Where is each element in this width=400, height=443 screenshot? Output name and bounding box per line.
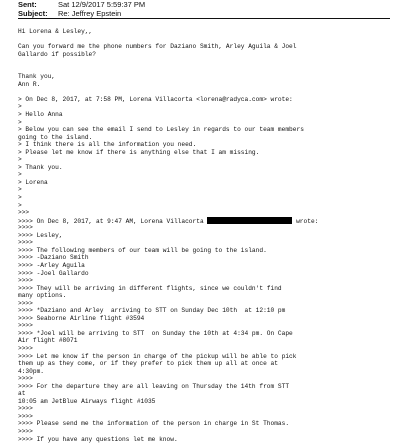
email-line: Air flight #8071 — [18, 337, 78, 345]
email-body — [18, 28, 390, 443]
email-line: > Hello Anna — [18, 111, 63, 119]
redaction-box — [207, 217, 292, 224]
email-line: > Below you can see the email I send to Lesley in regards to our team members — [18, 126, 304, 134]
email-line-text: wrote: — [292, 217, 319, 225]
email-line — [18, 58, 390, 66]
email-line: >>>> Let me know if the person in charge of the pickup will be able to pick — [18, 352, 297, 360]
email-line: >>>> — [18, 322, 33, 330]
email-line: >>>> -Arley Aguila — [18, 261, 85, 269]
sent-value: Sat 12/9/2017 5:59:37 PM — [58, 0, 146, 9]
email-line: > I think there is all the information you need. — [18, 141, 197, 149]
email-line: >>>> *Daziano and Arley arriving to STT on Sunday Dec 10th at 12:10 pm — [18, 307, 286, 315]
email-line: >>>> For the departure they are all leaving on Thursday the 14th from STT — [18, 382, 290, 390]
header-divider — [18, 18, 390, 19]
subject-value: Re: Jeffrey Epstein — [58, 8, 122, 18]
email-line: >>>> — [18, 277, 33, 285]
email-line: > — [18, 201, 22, 209]
email-line: >>>> — [18, 239, 33, 247]
email-line: Ann R. — [18, 80, 41, 88]
email-line: 10:05 am JetBlue Airways flight #1035 — [18, 397, 156, 405]
email-line: >>>> — [18, 375, 33, 383]
email-line: >>>> *Joel will be arriving to STT on Sunday the 10th at 4:34 pm. On Cape — [18, 329, 293, 337]
email-line: >>>> Please send me the information of the person in charge in St Thomas. — [18, 420, 290, 428]
email-line-text: >>>> On Dec 8, 2017, at 9:47 AM, Lorena Villacorta — [18, 217, 208, 225]
email-line: > On Dec 8, 2017, at 7:58 PM, Lorena Villacorta <lorena@radyca.com> wrote: — [18, 95, 293, 103]
email-line: >>>> Seaborne Airline flight #3594 — [18, 314, 145, 322]
email-line: 4:30pm. — [18, 367, 44, 375]
email-line: > — [18, 194, 22, 202]
email-line: >>>> — [18, 405, 33, 413]
email-line: >>>> — [18, 299, 33, 307]
email-line: > — [18, 186, 22, 194]
email-line: Can you forward me the phone numbers for Daziano Smith, Arley Aguila & Joel — [18, 43, 297, 51]
email-line: >>>> Lesley, — [18, 231, 63, 239]
email-line — [18, 217, 390, 225]
email-line: >>>> — [18, 224, 33, 232]
email-line: >>>> -Daziano Smith — [18, 254, 89, 262]
email-line: > Thank you. — [18, 163, 63, 171]
email-line: >>>> — [18, 412, 33, 420]
email-line — [18, 66, 390, 74]
email-line: >>>> If you have any questions let me know. — [18, 435, 178, 443]
email-line: > — [18, 103, 22, 111]
email-line: >>> — [18, 209, 30, 217]
email-line: >>>> -Joel Gallardo — [18, 269, 89, 277]
email-line: > — [18, 156, 22, 164]
email-line: many options. — [18, 292, 67, 300]
email-line: Thank you, — [18, 73, 56, 81]
email-line: >>>> — [18, 427, 33, 435]
subject-label: Subject: — [18, 8, 48, 18]
email-line: Gallardo if possible? — [18, 50, 96, 58]
email-line — [18, 36, 390, 44]
email-line: > Please let me know if there is anything else that I am missing. — [18, 148, 260, 156]
subject-row — [18, 9, 121, 18]
email-line: > Lorena — [18, 178, 48, 186]
email-line: Hi Lorena & Lesley,, — [18, 28, 93, 35]
email-line: >>>> — [18, 344, 33, 352]
email-line: > — [18, 171, 22, 179]
sent-label: Sent: — [18, 0, 37, 9]
email-line: > — [18, 118, 22, 126]
email-line: at — [18, 390, 26, 398]
email-line: >>>> The following members of our team will be going to the island. — [18, 246, 267, 254]
email-line: going to the island. — [18, 133, 93, 141]
email-line: them up as they come, or if they prefer to pick them up all at once at — [18, 360, 278, 368]
email-line: >>>> They will be arriving in different flights, since we couldn't find — [18, 284, 282, 292]
email-line — [18, 88, 390, 96]
